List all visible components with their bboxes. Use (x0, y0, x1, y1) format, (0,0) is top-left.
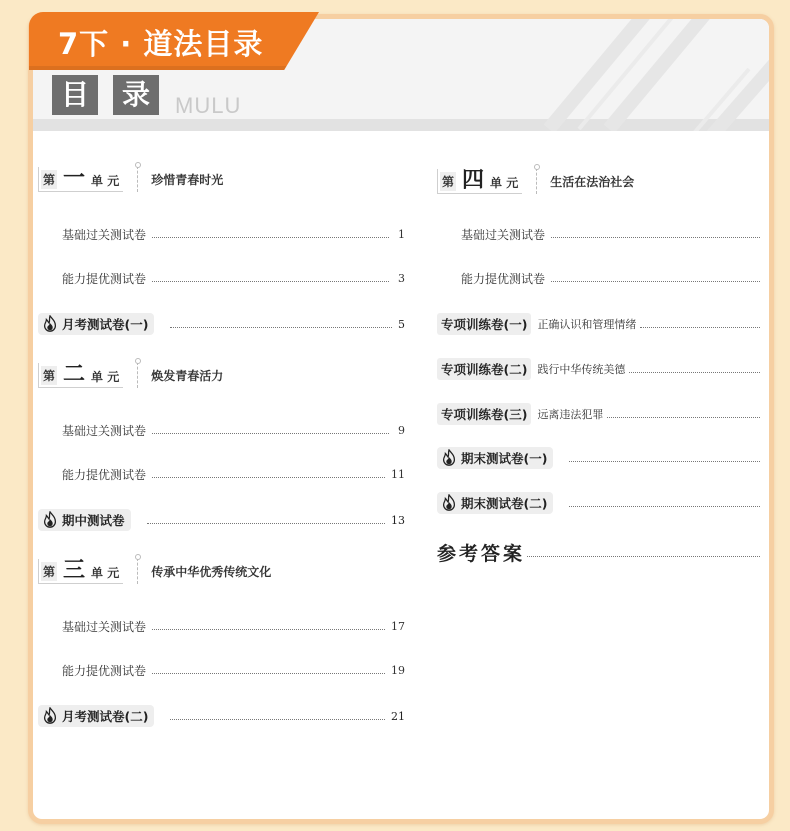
unit-number: 二 (63, 360, 86, 387)
unit-title: 生活在法治社会 (550, 174, 635, 189)
page-number: 19 (391, 664, 405, 677)
toc-entry[interactable] (461, 270, 760, 287)
leader-dots (170, 719, 385, 720)
leader-dots (147, 523, 385, 524)
exam-entry[interactable] (38, 313, 405, 335)
leader-dots (569, 506, 760, 507)
leader-dots (551, 281, 760, 282)
toc-entry[interactable] (62, 226, 405, 243)
unit-number: 四 (462, 166, 485, 193)
exam-pill (437, 447, 553, 469)
toc-entry[interactable] (62, 466, 405, 483)
unit-suffix: 单 元 (91, 173, 120, 188)
flame-icon (41, 707, 59, 725)
unit-title: 焕发青春活力 (151, 368, 224, 383)
decorative-lines (349, 19, 769, 131)
special-label: 专项训练卷(一) (437, 313, 531, 335)
answers-label: 参考答案 (437, 543, 526, 565)
entry-label: 能力提优测试卷 (62, 468, 147, 482)
unit-badge (38, 556, 123, 584)
special-label: 专项训练卷(三) (437, 403, 531, 425)
unit-separator (536, 168, 538, 194)
entry-label: 基础过关测试卷 (62, 228, 147, 242)
unit-di: 第 (41, 366, 57, 385)
exam-label: 月考测试卷(二) (62, 709, 149, 724)
unit-badge (437, 166, 522, 194)
page-number: 11 (391, 468, 405, 481)
exam-label: 期中测试卷 (62, 513, 125, 528)
unit-separator (137, 166, 139, 192)
page-number: 5 (398, 317, 405, 331)
unit-suffix: 单 元 (91, 369, 120, 384)
mulu-latin: MULU (175, 93, 242, 118)
mulu-char-mu: 目 (52, 75, 98, 115)
toc-entry[interactable] (461, 226, 760, 243)
entry-label: 能力提优测试卷 (62, 272, 147, 286)
page-number: 13 (391, 513, 405, 527)
toc-entry[interactable] (62, 422, 405, 439)
unit-heading-1[interactable] (38, 166, 223, 192)
unit-suffix: 单 元 (490, 175, 519, 190)
unit-heading-4[interactable] (437, 168, 634, 194)
entry-label: 基础过关测试卷 (461, 228, 546, 242)
unit-suffix: 单 元 (91, 565, 120, 580)
unit-title: 传承中华优秀传统文化 (151, 564, 272, 579)
entry-label: 基础过关测试卷 (62, 620, 147, 634)
mulu-char-lu: 录 (113, 75, 159, 115)
unit-di: 第 (41, 562, 57, 581)
unit-badge (38, 164, 123, 192)
unit-number: 三 (63, 556, 86, 583)
exam-entry[interactable] (437, 492, 760, 514)
leader-dots (640, 327, 760, 328)
exam-entry[interactable] (437, 447, 760, 469)
page-number: 1 (398, 228, 405, 241)
leader-dots (629, 372, 760, 373)
leader-dots (607, 417, 760, 418)
toc-entry[interactable] (62, 270, 405, 287)
unit-badge (38, 360, 123, 388)
leader-dots (152, 237, 389, 238)
exam-entry[interactable] (38, 509, 405, 531)
special-entry[interactable] (437, 313, 760, 335)
leader-dots (569, 461, 760, 462)
unit-heading-2[interactable] (38, 362, 223, 388)
flame-icon (440, 494, 458, 512)
special-desc: 践行中华传统美德 (537, 363, 626, 376)
leader-dots (527, 556, 760, 557)
answers-entry[interactable] (437, 539, 760, 566)
unit-di: 第 (41, 170, 57, 189)
exam-pill (437, 492, 553, 514)
unit-title: 珍惜青春时光 (151, 172, 224, 187)
unit-number: 一 (63, 164, 86, 191)
page-number: 9 (398, 424, 405, 437)
entry-label: 能力提优测试卷 (62, 664, 147, 678)
page-number: 17 (391, 620, 405, 633)
entry-label: 基础过关测试卷 (62, 424, 147, 438)
special-entry[interactable] (437, 358, 760, 380)
leader-dots (551, 237, 760, 238)
unit-separator (137, 362, 139, 388)
flame-icon (41, 511, 59, 529)
leader-dots (152, 281, 389, 282)
exam-pill (38, 509, 131, 531)
leader-dots (152, 477, 385, 478)
page-number: 21 (391, 709, 405, 723)
exam-pill (38, 705, 154, 727)
toc-entry[interactable] (62, 618, 405, 635)
leader-dots (170, 327, 392, 328)
unit-heading-3[interactable] (38, 558, 271, 584)
exam-pill (38, 313, 154, 335)
flame-icon (440, 449, 458, 467)
unit-di: 第 (440, 172, 456, 191)
special-entry[interactable] (437, 403, 760, 425)
toc-entry[interactable] (62, 662, 405, 679)
page-number: 3 (398, 272, 405, 285)
page-title: 7下 · 道法目录 (58, 27, 264, 61)
flame-icon (41, 315, 59, 333)
special-label: 专项训练卷(二) (437, 358, 531, 380)
leader-dots (152, 629, 385, 630)
exam-entry[interactable] (38, 705, 405, 727)
leader-dots (152, 433, 389, 434)
unit-separator (137, 558, 139, 584)
entry-label: 能力提优测试卷 (461, 272, 546, 286)
leader-dots (152, 673, 385, 674)
special-desc: 远离违法犯罪 (537, 408, 604, 421)
special-desc: 正确认识和管理情绪 (537, 318, 637, 331)
exam-label: 期末测试卷(一) (461, 451, 548, 466)
exam-label: 月考测试卷(一) (62, 317, 149, 332)
exam-label: 期末测试卷(二) (461, 496, 548, 511)
